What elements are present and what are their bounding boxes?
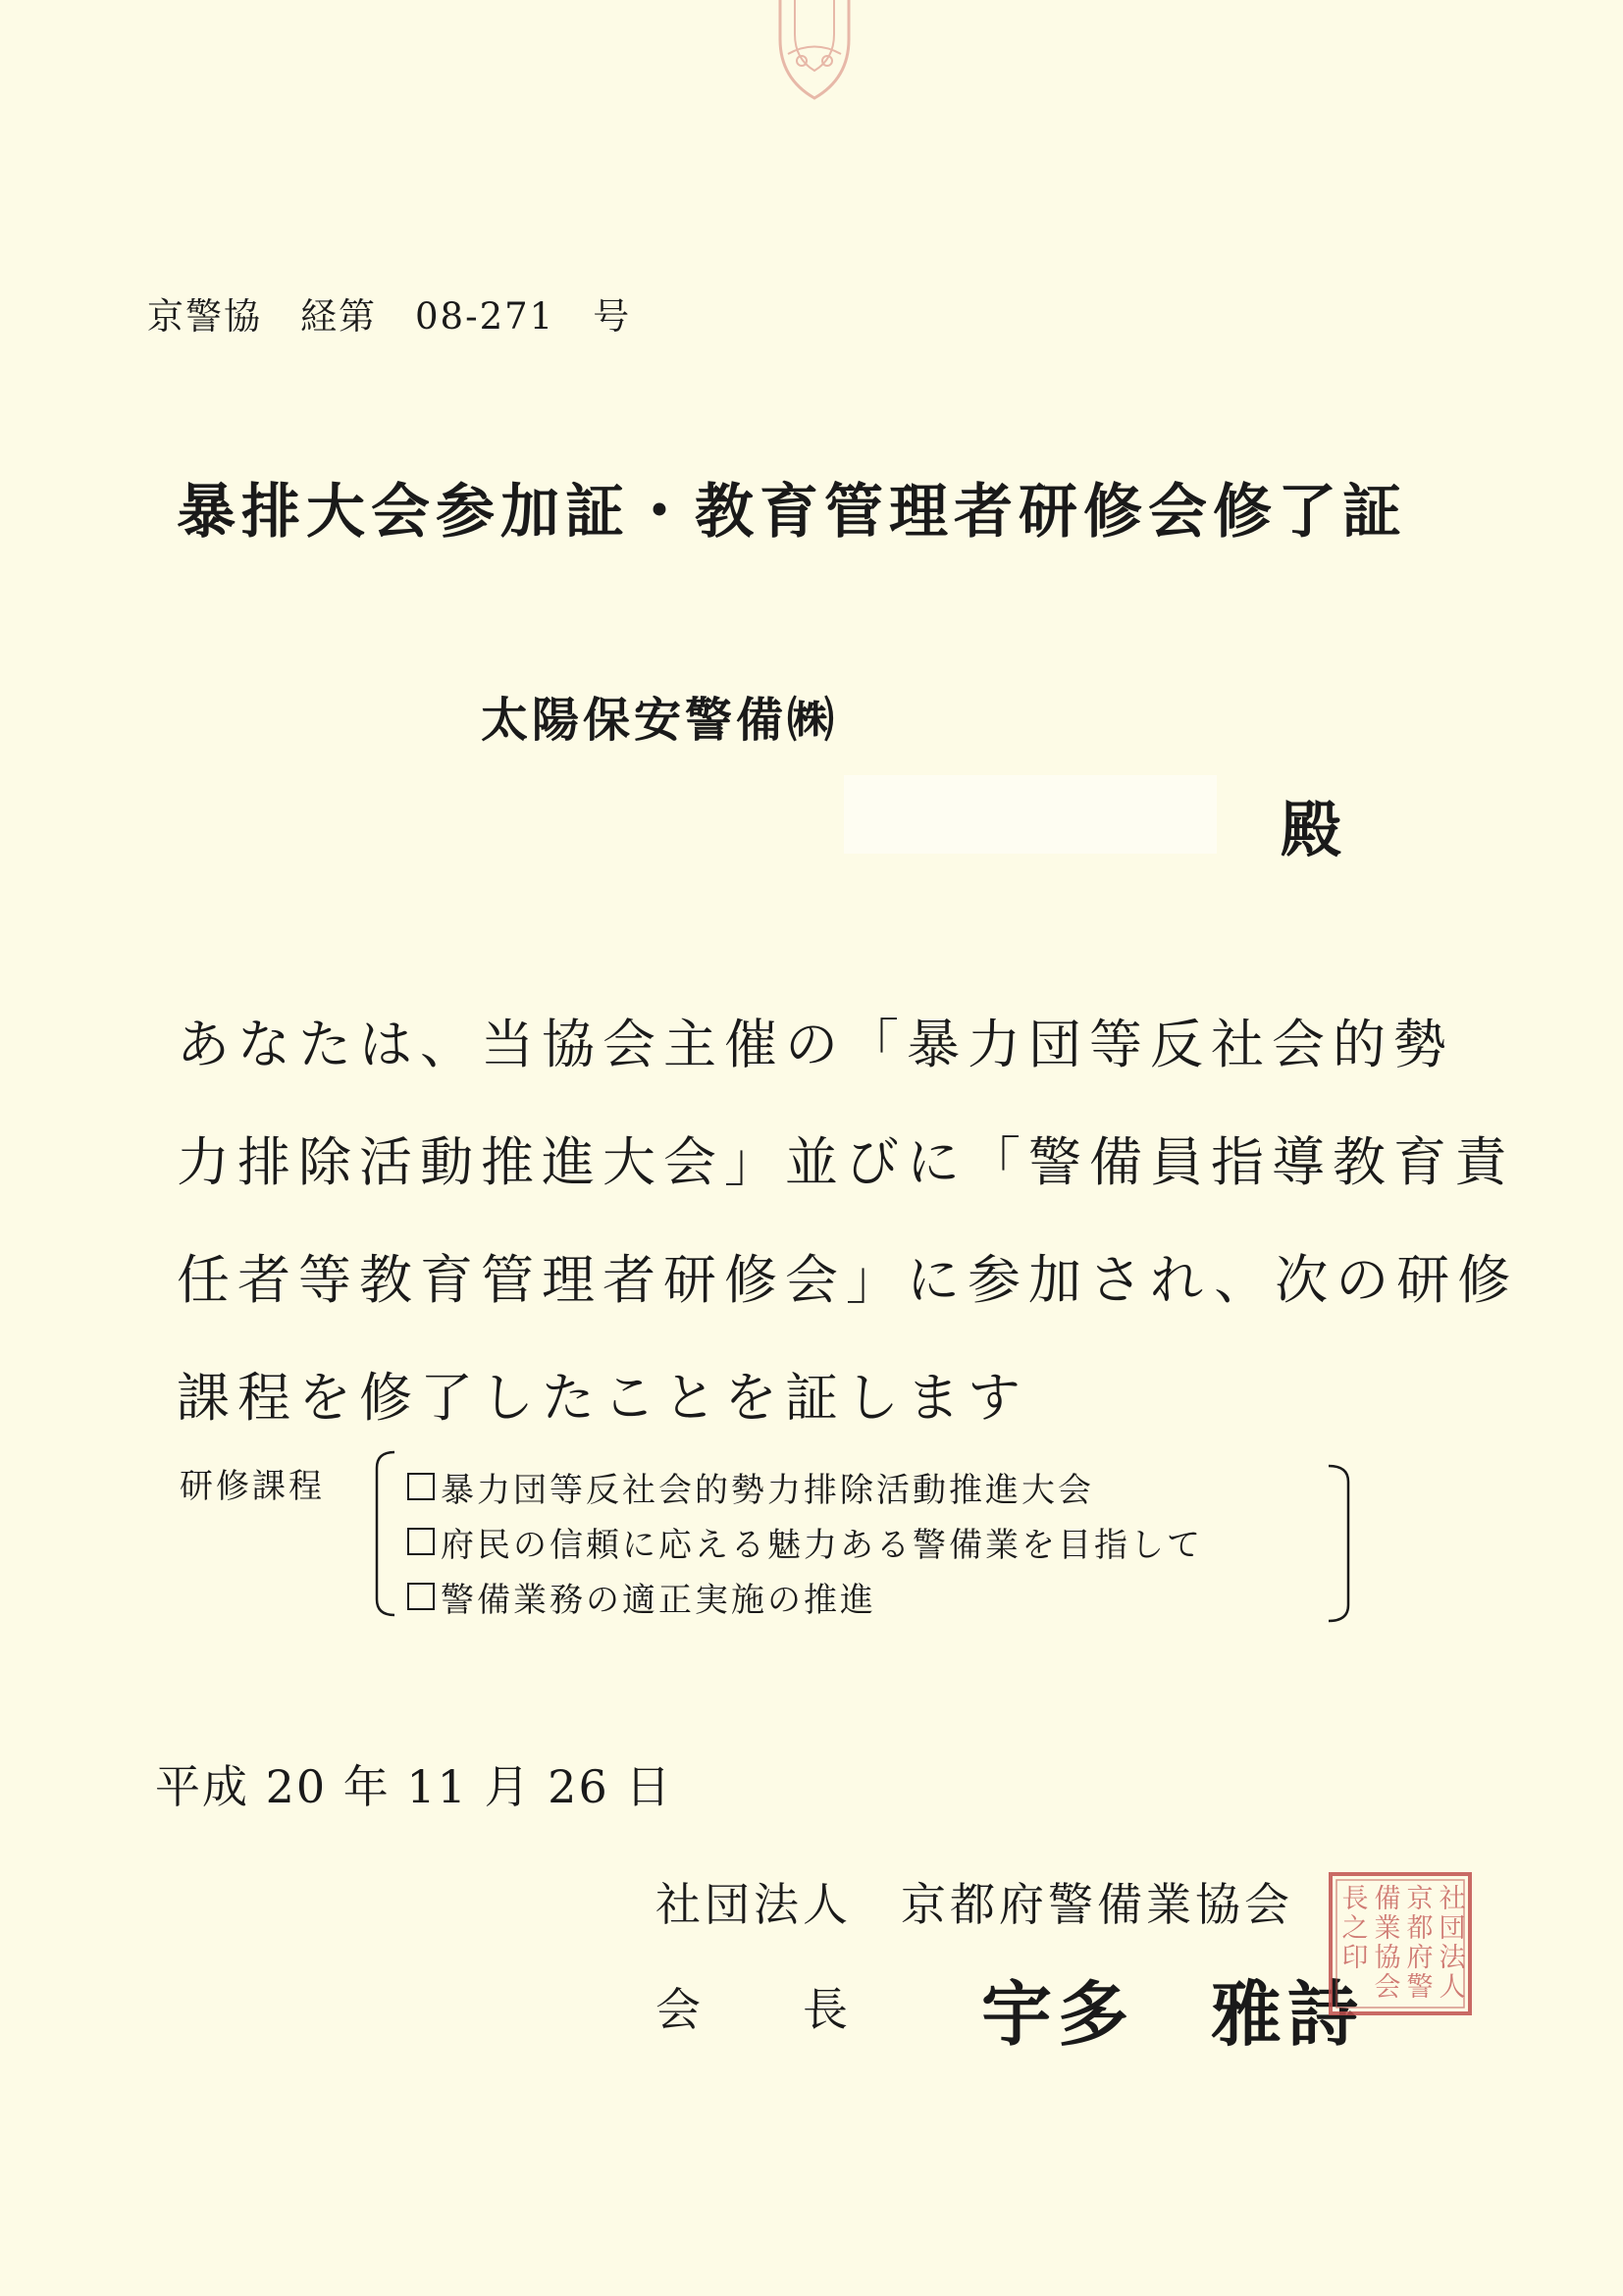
official-seal	[1327, 1870, 1474, 2017]
right-bracket	[1327, 1464, 1352, 1623]
svg-text:人: 人	[1439, 1972, 1466, 2003]
course-label: 研修課程	[180, 1467, 325, 1506]
body-line: 力排除活動推進大会」並びに「警備員指導教育責	[177, 1131, 1515, 1193]
course-name: 府民の信頼に応える魅力ある警備業を目指して	[441, 1525, 1203, 1565]
recipient-company: 太陽保安警備㈱	[481, 693, 839, 748]
document-number: 京警協 経第 08-271 号	[147, 295, 632, 338]
svg-text:府: 府	[1406, 1943, 1434, 1973]
svg-text:備: 備	[1374, 1884, 1401, 1914]
svg-text:都: 都	[1406, 1913, 1434, 1944]
svg-text:京: 京	[1406, 1884, 1434, 1914]
recipient-honorific: 殿	[1281, 794, 1342, 865]
svg-text:業: 業	[1374, 1913, 1401, 1944]
certificate-title: 暴排大会参加証・教育管理者研修会修了証	[177, 478, 1407, 547]
issuer-organization: 社団法人 京都府警備業協会	[655, 1878, 1293, 1931]
svg-text:長: 長	[1341, 1884, 1369, 1914]
body-line: あなたは、当協会主催の「暴力団等反社会的勢	[177, 1014, 1454, 1075]
issuer-name: 宇多 雅詩	[981, 1972, 1365, 2056]
emblem-crest	[760, 0, 868, 108]
checkbox-icon	[407, 1473, 435, 1500]
checkbox-icon	[407, 1583, 435, 1610]
course-name: 警備業務の適正実施の推進	[441, 1580, 876, 1620]
svg-text:印: 印	[1341, 1943, 1369, 1973]
svg-text:社: 社	[1439, 1884, 1466, 1914]
issuer-role: 会 長	[655, 1983, 852, 2036]
svg-text:団: 団	[1439, 1913, 1466, 1944]
issue-date: 平成 20 年 11 月 26 日	[155, 1760, 673, 1813]
recipient-name-redaction	[844, 775, 1217, 854]
svg-text:之: 之	[1341, 1913, 1369, 1944]
body-line: 課程を修了したことを証します	[177, 1367, 1028, 1429]
body-line: 任者等教育管理者研修会」に参加され、次の研修	[177, 1249, 1519, 1311]
list-item	[407, 1569, 1320, 1624]
svg-text:会: 会	[1374, 1972, 1401, 2003]
svg-text:法: 法	[1439, 1943, 1466, 1973]
course-list	[407, 1459, 1320, 1624]
svg-text:警: 警	[1406, 1972, 1434, 2003]
checkbox-icon	[407, 1528, 435, 1555]
svg-text:協: 協	[1374, 1943, 1401, 1973]
list-item	[407, 1514, 1320, 1569]
left-bracket	[373, 1450, 396, 1617]
certificate-body	[177, 986, 1519, 1457]
list-item	[407, 1459, 1320, 1514]
course-name: 暴力団等反社会的勢力排除活動推進大会	[441, 1470, 1094, 1510]
